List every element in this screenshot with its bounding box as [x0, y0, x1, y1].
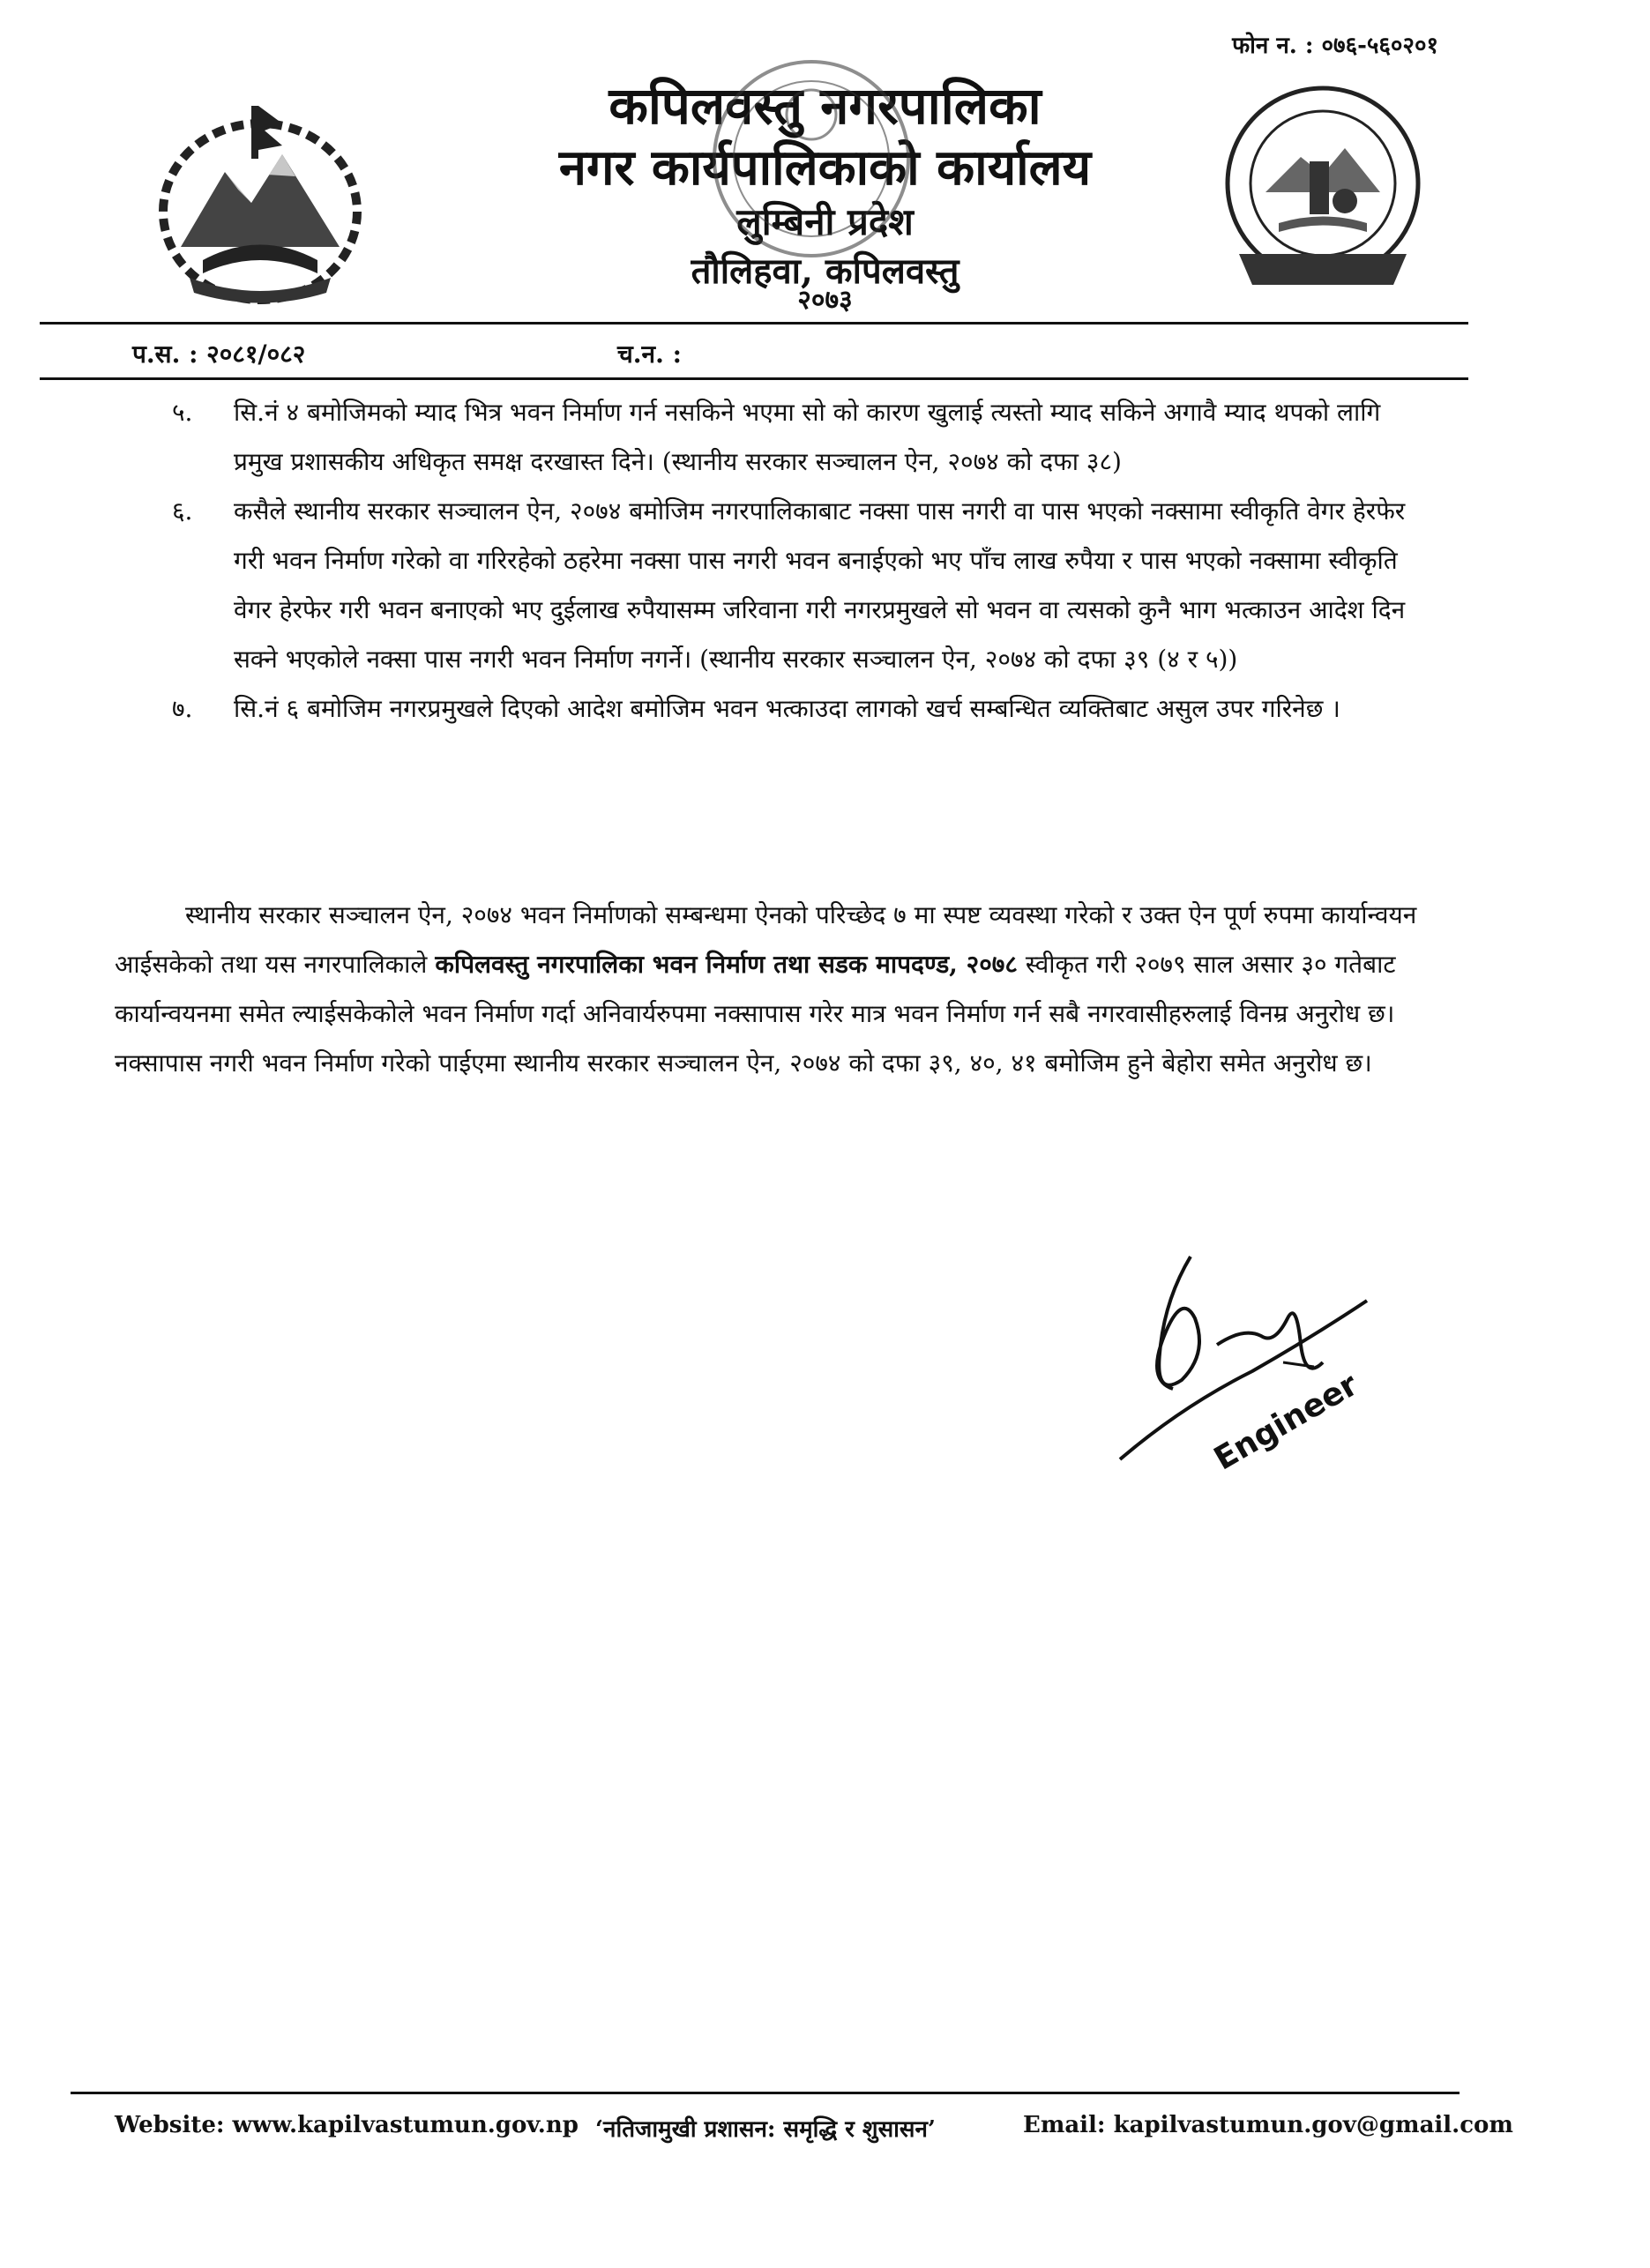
item-number: ७.	[172, 694, 193, 723]
phone-number: फोन न. : ०७६-५६०२०१	[1232, 33, 1438, 59]
header-rule-top	[40, 322, 1468, 325]
footer-email: Email: kapilvastumun.gov@gmail.com	[1023, 2112, 1513, 2138]
province-name: लुम्बिनी प्रदेश	[736, 200, 914, 243]
office-name: नगर कार्यपालिकाको कार्यालय	[558, 138, 1092, 197]
list-item	[172, 684, 1420, 734]
list-item	[172, 388, 1420, 487]
municipality-name: कपिलवस्तु नगरपालिका	[608, 76, 1042, 136]
paragraph-bold-standard: कपिलवस्तु नगरपालिका भवन निर्माण तथा सडक मापदण्ड, २०७८	[435, 950, 1018, 979]
office-address: तौलिहवा, कपिलवस्तु	[691, 250, 959, 292]
footer-rule	[71, 2092, 1460, 2094]
signatory-title: Engineer	[1208, 1366, 1364, 1478]
footer-motto: ‘नतिजामुखी प्रशासन: समृद्धि र शुसासन’	[595, 2116, 936, 2143]
item-number: ६.	[172, 496, 193, 526]
dispatch-number: च.न. :	[617, 339, 682, 369]
paragraph-text-2: स्वीकृत गरी २०७९ साल असार ३० गतेबाट कार्यान्वयनमा समेत ल्याईसकेकोले भवन निर्माण गर्दा अनिवार्यरुपमा नक्सापास गरेर मात्र भवन निर्माण गर्न सबै नगरवासीहरुलाई विनम्र अनुरोध छ। नक्सापास नगरी भवन निर्माण गरेको पाईएमा स्थानीय सरकार सञ्चालन ऐन, २०७४ को दफा ३९, ४०, ४१ बमोजिम हुने बेहोरा समेत अनुरोध छ।	[115, 950, 1396, 1078]
numbered-list	[172, 388, 1420, 734]
item-text: सि.नं ४ बमोजिमको म्याद भित्र भवन निर्माण गर्न नसकिने भएमा सो को कारण खुलाई त्यस्तो म्याद सकिने अगावै म्याद थपको लागि प्रमुख प्रशासकीय अधिकृत समक्ष दरखास्त दिने। (स्थानीय सरकार सञ्चालन ऐन, २०७४ को दफा ३८)	[234, 398, 1381, 476]
item-text: कसैले स्थानीय सरकार सञ्चालन ऐन, २०७४ बमोजिम नगरपालिकाबाट नक्सा पास नगरी वा पास भएको नक्सामा स्वीकृति वेगर हेरफेर गरी भवन निर्माण गरेको वा गरिरहेको ठहरेमा नक्सा पास नगरी भवन बनाईएको भए पाँच लाख रुपैया र पास भएको नक्सामा स्वीकृति वेगर हेरफेर गरी भवन बनाएको भए दुईलाख रुपैयासम्म जरिवाना गरी नगरप्रमुखले सो भवन वा त्यसको कुनै भाग भत्काउन आदेश दिन सक्ने भएकोले नक्सा पास नगरी भवन निर्माण नगर्ने। (स्थानीय सरकार सञ्चालन ऐन, २०७४ को दफा ३९ (४ र ५))	[234, 496, 1406, 674]
closing-paragraph	[115, 891, 1420, 1088]
footer-website: Website: www.kapilvastumun.gov.np	[115, 2112, 579, 2138]
list-item	[172, 487, 1420, 684]
reference-number: प.स. : २०८१/०८२	[132, 339, 306, 369]
established-year: २०७३	[797, 285, 853, 316]
header-rule-bottom	[40, 377, 1468, 380]
item-text: सि.नं ६ बमोजिम नगरप्रमुखले दिएको आदेश बमोजिम भवन भत्काउदा लागको खर्च सम्बन्धित व्यक्तिबाट असुल उपर गरिनेछ ।	[234, 694, 1340, 723]
office-seal-icon	[706, 53, 917, 265]
item-number: ५.	[172, 398, 193, 427]
paragraph-text-1: स्थानीय सरकार सञ्चालन ऐन, २०७४ भवन निर्माणको सम्बन्धमा ऐनको परिच्छेद ७ मा स्पष्ट व्यवस्था गरेको र उक्त ऐन पूर्ण रुपमा कार्यान्वयन आईसकेको तथा यस नगरपालिकाले	[115, 900, 1417, 979]
